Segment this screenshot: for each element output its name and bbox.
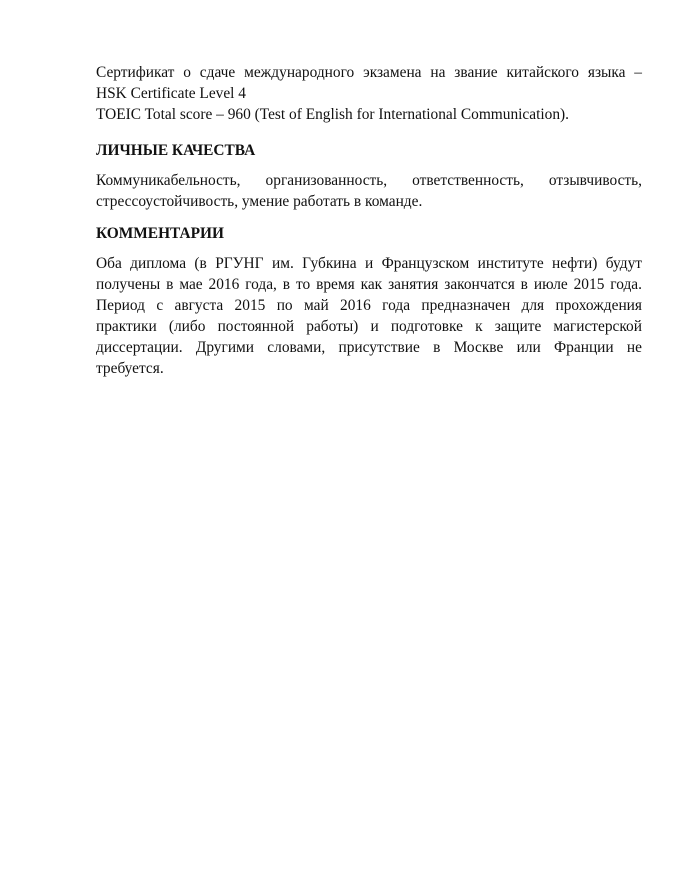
- spacer: [96, 125, 642, 140]
- personal-qualities-heading: ЛИЧНЫЕ КАЧЕСТВА: [96, 142, 256, 159]
- spacer: [96, 212, 642, 223]
- comments-line-4: практики (либо постоянной работы) и подготовке к защите магистерской: [96, 318, 642, 335]
- toeic-score-line: TOEIC Total score – 960 (Test of English for International Communication).: [96, 106, 570, 123]
- personal-qualities-paragraph: [96, 170, 642, 212]
- spacer: [96, 161, 642, 170]
- personal-qualities-line-1: Коммуникабельность, организованность, ответственность, отзывчивость,: [96, 172, 642, 189]
- comments-line-2: получены в мае 2016 года, в то время как занятия закончатся в июле 2015 года.: [96, 276, 642, 293]
- spacer: [96, 244, 642, 253]
- hsk-certificate-line-2: HSK Certificate Level 4: [96, 85, 247, 102]
- document-page: [96, 62, 642, 379]
- comments-line-5: диссертации. Другими словами, присутствие в Москве или Франции не: [96, 339, 642, 356]
- personal-qualities-line-2: стрессоустойчивость, умение работать в команде.: [96, 193, 423, 210]
- comments-line-6: требуется.: [96, 360, 164, 377]
- comments-heading: КОММЕНТАРИИ: [96, 225, 224, 242]
- hsk-certificate-line-1: Сертификат о сдаче международного экзамена на звание китайского языка –: [96, 64, 642, 81]
- comments-line-3: Период с августа 2015 по май 2016 года предназначен для прохождения: [96, 297, 642, 314]
- certificates-section: [96, 62, 642, 125]
- comments-line-1: Оба диплома (в РГУНГ им. Губкина и Французском институте нефти) будут: [96, 255, 642, 272]
- comments-paragraph: [96, 253, 642, 379]
